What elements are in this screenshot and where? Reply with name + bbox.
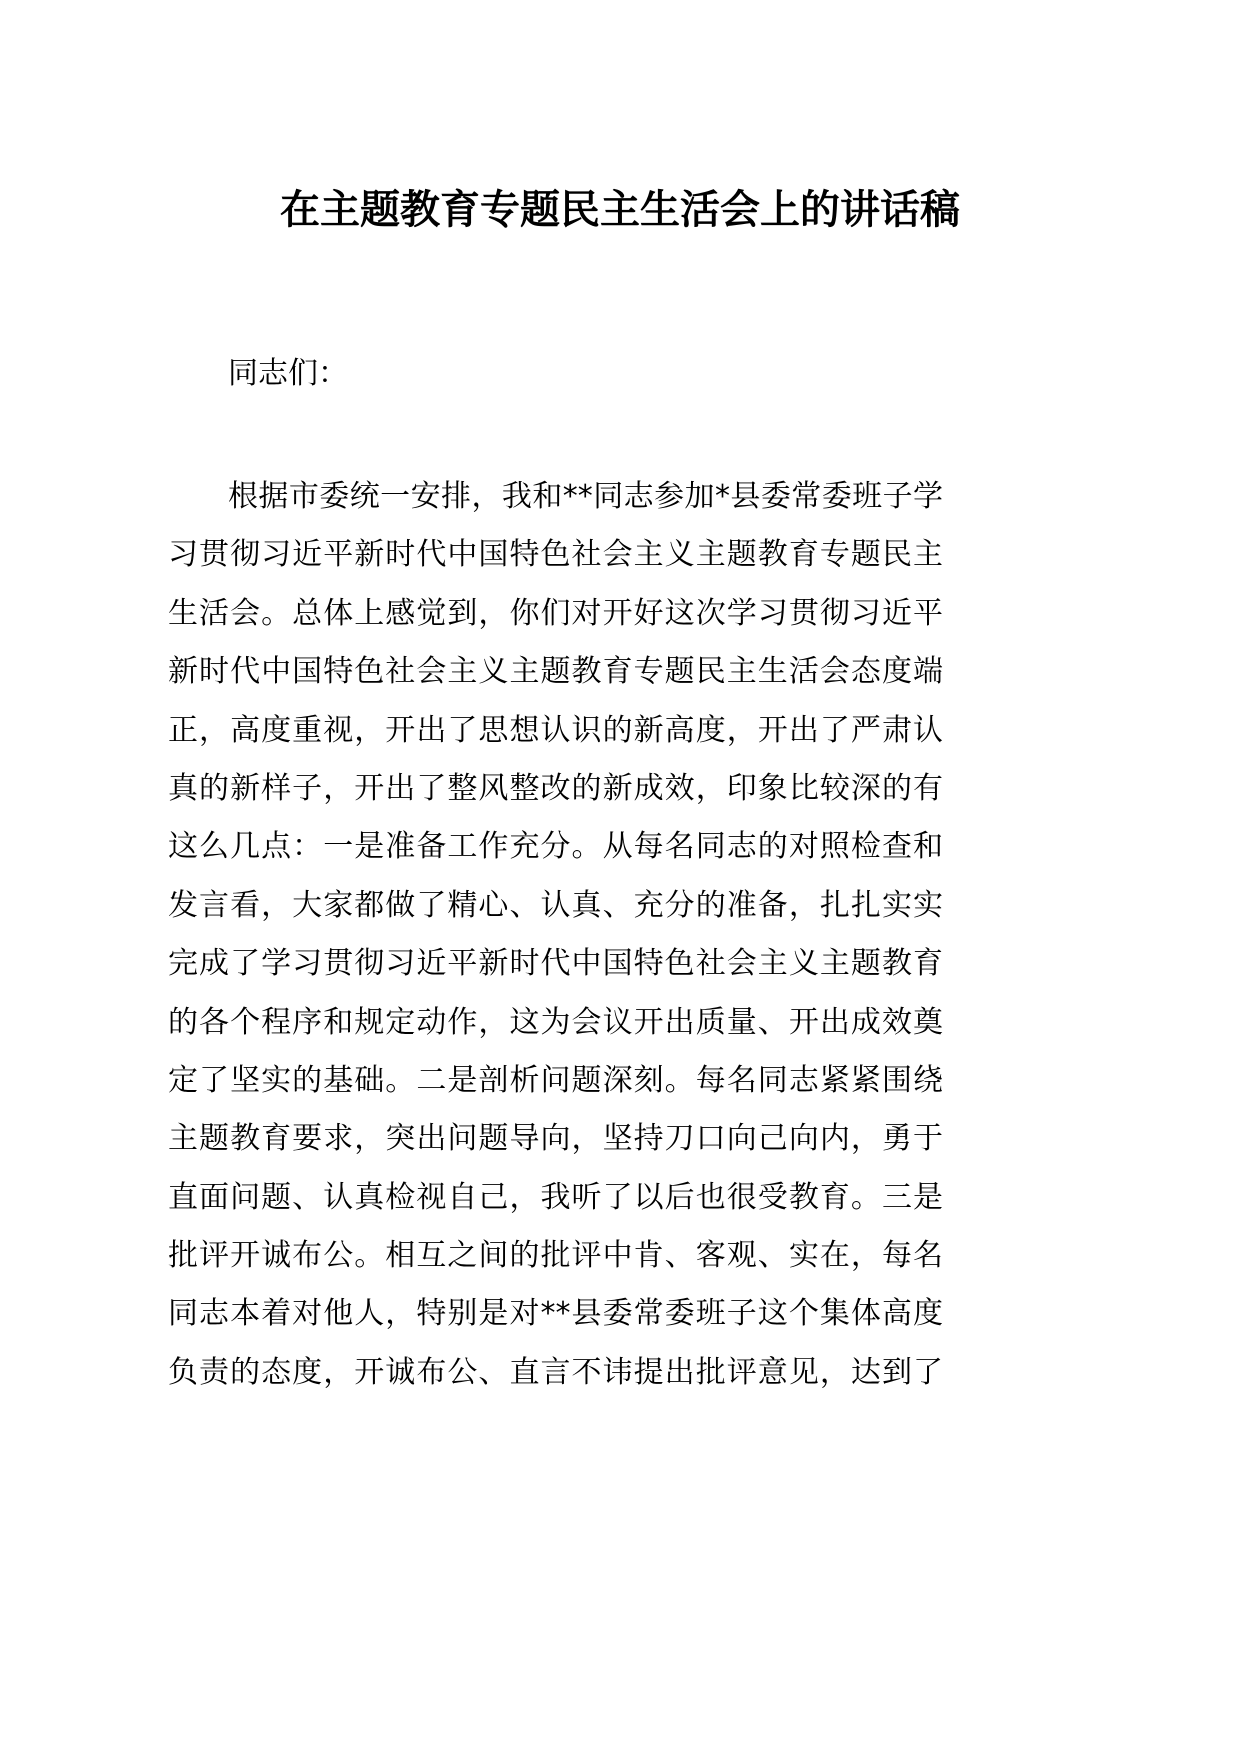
body-line: 同志本着对他人，特别是对**县委常委班子这个集体高度 xyxy=(168,1296,943,1332)
body-line: 生活会。总体上感觉到，你们对开好这次学习贯彻习近平 xyxy=(168,595,943,631)
body-paragraph xyxy=(168,468,943,1402)
body-line: 的各个程序和规定动作，这为会议开出质量、开出成效奠 xyxy=(168,1004,943,1040)
salutation: 同志们： xyxy=(228,356,348,391)
body-line: 习贯彻习近平新时代中国特色社会主义主题教育专题民主 xyxy=(168,537,943,573)
body-line: 新时代中国特色社会主义主题教育专题民主生活会态度端 xyxy=(168,654,943,690)
body-line: 定了坚实的基础。二是剖析问题深刻。每名同志紧紧围绕 xyxy=(168,1062,943,1098)
body-line: 主题教育要求，突出问题导向，坚持刀口向己向内，勇于 xyxy=(168,1121,943,1157)
body-line: 批评开诚布公。相互之间的批评中肯、客观、实在，每名 xyxy=(168,1238,943,1274)
body-line: 这么几点：一是准备工作充分。从每名同志的对照检查和 xyxy=(168,829,943,865)
body-line: 完成了学习贯彻习近平新时代中国特色社会主义主题教育 xyxy=(168,946,943,982)
body-line: 正，高度重视，开出了思想认识的新高度，开出了严肃认 xyxy=(168,712,943,748)
body-line: 真的新样子，开出了整风整改的新成效，印象比较深的有 xyxy=(168,770,943,806)
body-line: 直面问题、认真检视自己，我听了以后也很受教育。三是 xyxy=(168,1179,943,1215)
body-line: 发言看，大家都做了精心、认真、充分的准备，扎扎实实 xyxy=(168,887,943,923)
body-line: 负责的态度，开诚布公、直言不讳提出批评意见，达到了 xyxy=(168,1354,943,1390)
body-line: 根据市委统一安排，我和**同志参加*县委常委班子学 xyxy=(228,479,943,514)
document-title: 在主题教育专题民主生活会上的讲话稿 xyxy=(280,187,960,233)
